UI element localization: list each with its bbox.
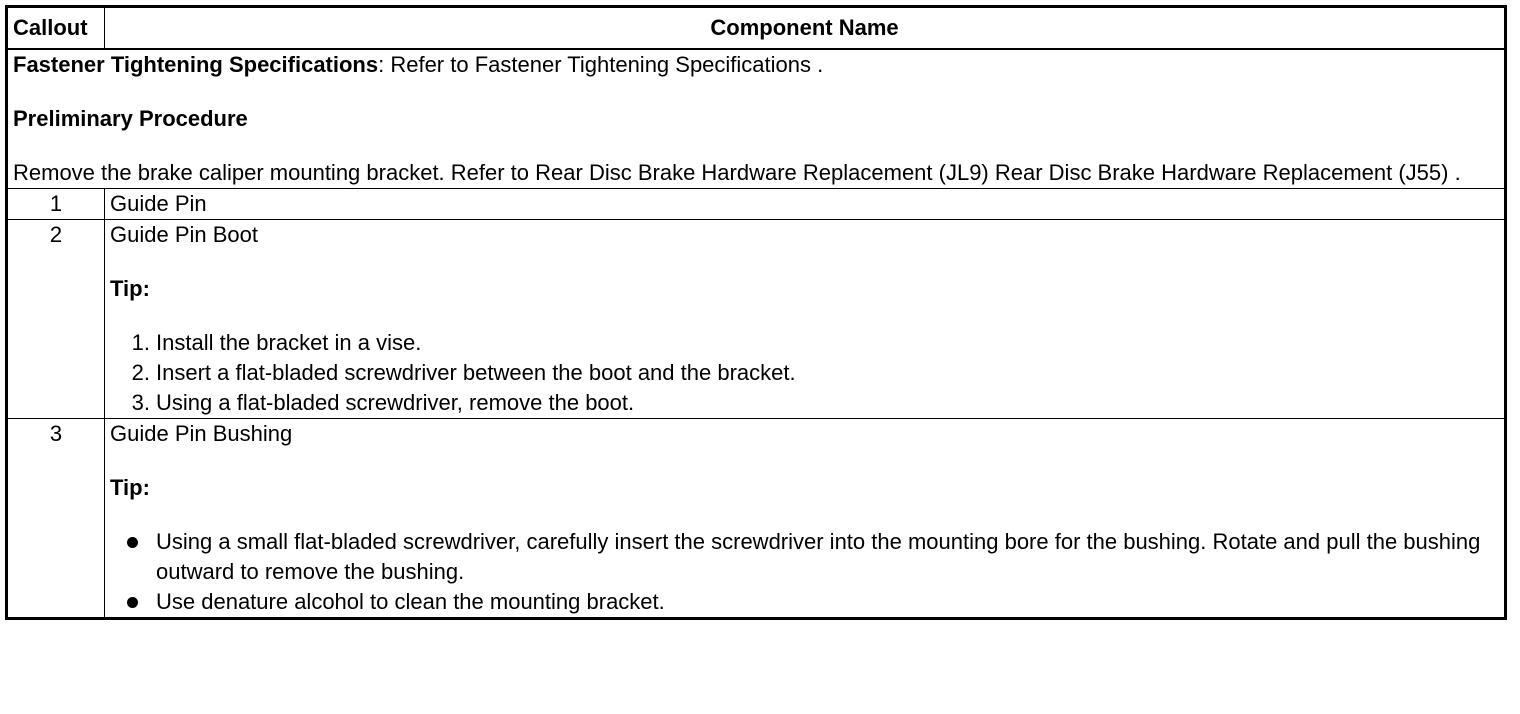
fastener-spec-label: Fastener Tightening Specifications: [13, 52, 379, 77]
callout-number: 2: [7, 220, 105, 419]
component-name-column-header: Component Name: [105, 7, 1506, 50]
component-name: Guide Pin Boot: [110, 222, 258, 247]
list-item: [110, 527, 1499, 587]
preliminary-procedure-heading: Preliminary Procedure: [13, 106, 248, 131]
step-text: Insert a flat-bladed screwdriver between the boot and the bracket.: [156, 360, 796, 385]
component-name: Guide Pin Bushing: [110, 421, 293, 446]
fastener-spec-text: : Refer to Fastener Tightening Specifications .: [378, 52, 824, 77]
table-row: [7, 189, 1506, 220]
table-row: [7, 220, 1506, 419]
list-item: [110, 587, 1499, 617]
component-name: Guide Pin: [105, 189, 1506, 220]
tip-label: Tip:: [110, 475, 150, 500]
component-description: [105, 220, 1506, 419]
intro-row: [7, 49, 1506, 189]
intro-cell: [7, 49, 1506, 189]
bullet-text: Using a small flat-bladed screwdriver, carefully insert the screwdriver into the mounting bore for the bushing. Rotate and pull the bushing outward to remove the bushing.: [156, 529, 1481, 584]
callout-number: 3: [7, 419, 105, 619]
tip-label: Tip:: [110, 276, 150, 301]
list-item: [110, 388, 1499, 418]
callout-column-header: Callout: [7, 7, 105, 50]
step-text: Using a flat-bladed screwdriver, remove the boot.: [156, 390, 635, 415]
bullet-text: Use denature alcohol to clean the mounting bracket.: [156, 589, 665, 614]
bullet-list: [110, 527, 1499, 617]
steps-list: [110, 328, 1499, 418]
preliminary-procedure-text: Remove the brake caliper mounting bracket. Refer to Rear Disc Brake Hardware Replacement (JL9) Rear Disc Brake Hardware Replacement (J55) .: [13, 160, 1461, 185]
list-item: [110, 328, 1499, 358]
step-number: 2.: [131, 360, 150, 385]
step-text: Install the bracket in a vise.: [156, 330, 422, 355]
table-row: [7, 419, 1506, 619]
bullet-icon: [127, 597, 138, 608]
step-number: 3.: [131, 390, 150, 415]
list-item: [110, 358, 1499, 388]
callout-number: 1: [7, 189, 105, 220]
component-table: [5, 5, 1507, 620]
bullet-icon: [127, 537, 138, 548]
header-row: [7, 7, 1506, 50]
step-number: 1.: [131, 330, 150, 355]
fastener-spec-line: [13, 50, 1499, 80]
component-description: [105, 419, 1506, 619]
